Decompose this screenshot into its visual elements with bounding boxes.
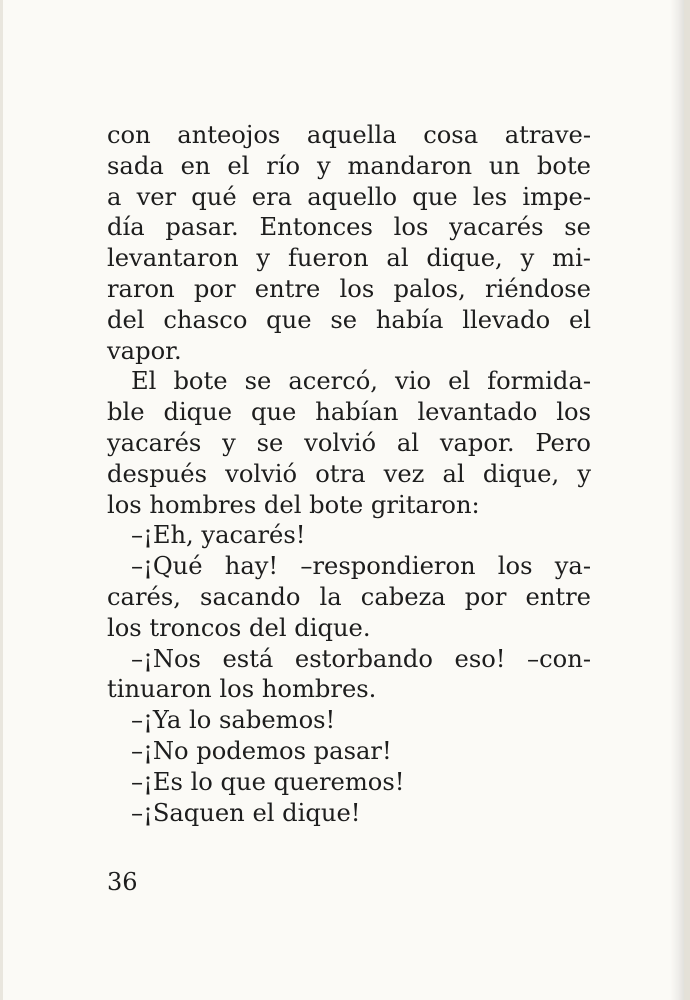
page-number: 36: [107, 868, 138, 896]
dialogue-line: –¡Qué hay! –respondieron los ya-: [131, 552, 591, 581]
text-line: del chasco que se había llevado el: [107, 305, 591, 334]
dialogue-line: –¡Nos está estorbando eso! –con-: [131, 644, 591, 673]
text-line: carés, sacando la cabeza por entre: [107, 582, 591, 611]
dialogue-line: –¡Ya lo sabemos!: [131, 706, 336, 735]
dialogue-line: –¡Saquen el dique!: [131, 798, 361, 827]
dialogue-line: –¡Eh, yacarés!: [131, 521, 306, 550]
text-line: El bote se acercó, vio el formida-: [131, 367, 591, 396]
text-line: raron por entre los palos, riéndose: [107, 274, 591, 303]
text-line: sada en el río y mandaron un bote: [107, 151, 591, 180]
text-line: a ver qué era aquello que les impe-: [107, 182, 591, 211]
text-line: yacarés y se volvió al vapor. Pero: [107, 428, 591, 457]
text-line: día pasar. Entonces los yacarés se: [107, 213, 591, 242]
text-line: los hombres del bote gritaron:: [107, 490, 480, 519]
text-line: los troncos del dique.: [107, 613, 371, 642]
text-line: con anteojos aquella cosa atrave-: [107, 121, 591, 149]
text-line: tinuaron los hombres.: [107, 675, 377, 704]
text-line: después volvió otra vez al dique, y: [107, 459, 591, 488]
text-line: ble dique que habían levantado los: [107, 398, 591, 427]
dialogue-line: –¡Es lo que queremos!: [131, 767, 405, 796]
dialogue-line: –¡No podemos pasar!: [131, 736, 392, 765]
text-line: vapor.: [107, 336, 182, 365]
page-edge-shadow: [670, 0, 684, 1000]
text-line: levantaron y fueron al dique, y mi-: [107, 244, 591, 273]
body-text: [107, 120, 591, 828]
